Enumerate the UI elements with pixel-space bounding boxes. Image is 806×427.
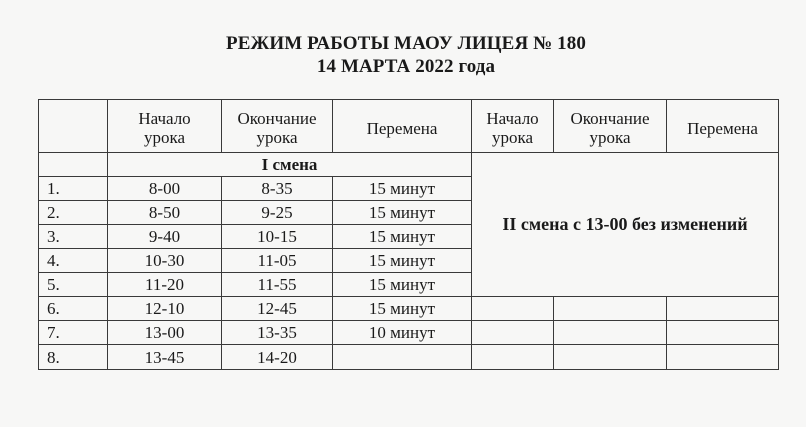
header-start-1: Начало урока	[108, 100, 222, 153]
lesson-break: 15 минут	[333, 201, 472, 225]
empty-cell	[472, 297, 554, 321]
lesson-number: 4.	[39, 249, 108, 273]
lesson-end: 13-35	[222, 321, 333, 345]
lesson-break: 15 минут	[333, 177, 472, 201]
lesson-start: 13-45	[108, 345, 222, 370]
table-row	[39, 321, 779, 345]
lesson-number: 6.	[39, 297, 108, 321]
lesson-start: 12-10	[108, 297, 222, 321]
shift-row	[39, 153, 779, 177]
schedule-table	[38, 99, 779, 370]
lesson-break: 15 минут	[333, 225, 472, 249]
lesson-end: 10-15	[222, 225, 333, 249]
document-date: 14 МАРТА 2022 года	[316, 56, 496, 77]
empty-cell	[667, 321, 779, 345]
lesson-end: 8-35	[222, 177, 333, 201]
empty-cell	[667, 297, 779, 321]
table-row	[39, 345, 779, 370]
lesson-break: 10 минут	[333, 321, 472, 345]
lesson-end: 9-25	[222, 201, 333, 225]
empty-cell	[472, 345, 554, 370]
lesson-number: 2.	[39, 201, 108, 225]
lesson-break: 15 минут	[333, 297, 472, 321]
lesson-end: 12-45	[222, 297, 333, 321]
shift1-label: I смена	[108, 153, 472, 177]
header-row	[39, 100, 779, 153]
lesson-end: 14-20	[222, 345, 333, 370]
lesson-start: 13-00	[108, 321, 222, 345]
empty-cell	[472, 321, 554, 345]
lesson-number: 3.	[39, 225, 108, 249]
shift2-note: II смена с 13-00 без изменений	[472, 153, 779, 297]
header-break-1: Перемена	[333, 100, 472, 153]
lesson-break: 15 минут	[333, 273, 472, 297]
empty-cell	[554, 345, 667, 370]
lesson-break	[333, 345, 472, 370]
lesson-start: 10-30	[108, 249, 222, 273]
document-title: РЕЖИМ РАБОТЫ МАОУ ЛИЦЕЯ № 180	[226, 33, 586, 54]
header-end-1: Окончание урока	[222, 100, 333, 153]
lesson-start: 8-00	[108, 177, 222, 201]
empty-cell	[554, 321, 667, 345]
lesson-start: 11-20	[108, 273, 222, 297]
shift-row-number-cell	[39, 153, 108, 177]
lesson-end: 11-55	[222, 273, 333, 297]
lesson-end: 11-05	[222, 249, 333, 273]
lesson-start: 8-50	[108, 201, 222, 225]
header-start-2: Начало урока	[472, 100, 554, 153]
lesson-number: 5.	[39, 273, 108, 297]
empty-cell	[554, 297, 667, 321]
header-break-2: Перемена	[667, 100, 779, 153]
table-row	[39, 297, 779, 321]
header-end-2: Окончание урока	[554, 100, 667, 153]
lesson-number: 8.	[39, 345, 108, 370]
empty-cell	[667, 345, 779, 370]
lesson-break: 15 минут	[333, 249, 472, 273]
header-number-cell	[39, 100, 108, 153]
lesson-start: 9-40	[108, 225, 222, 249]
lesson-number: 1.	[39, 177, 108, 201]
lesson-number: 7.	[39, 321, 108, 345]
